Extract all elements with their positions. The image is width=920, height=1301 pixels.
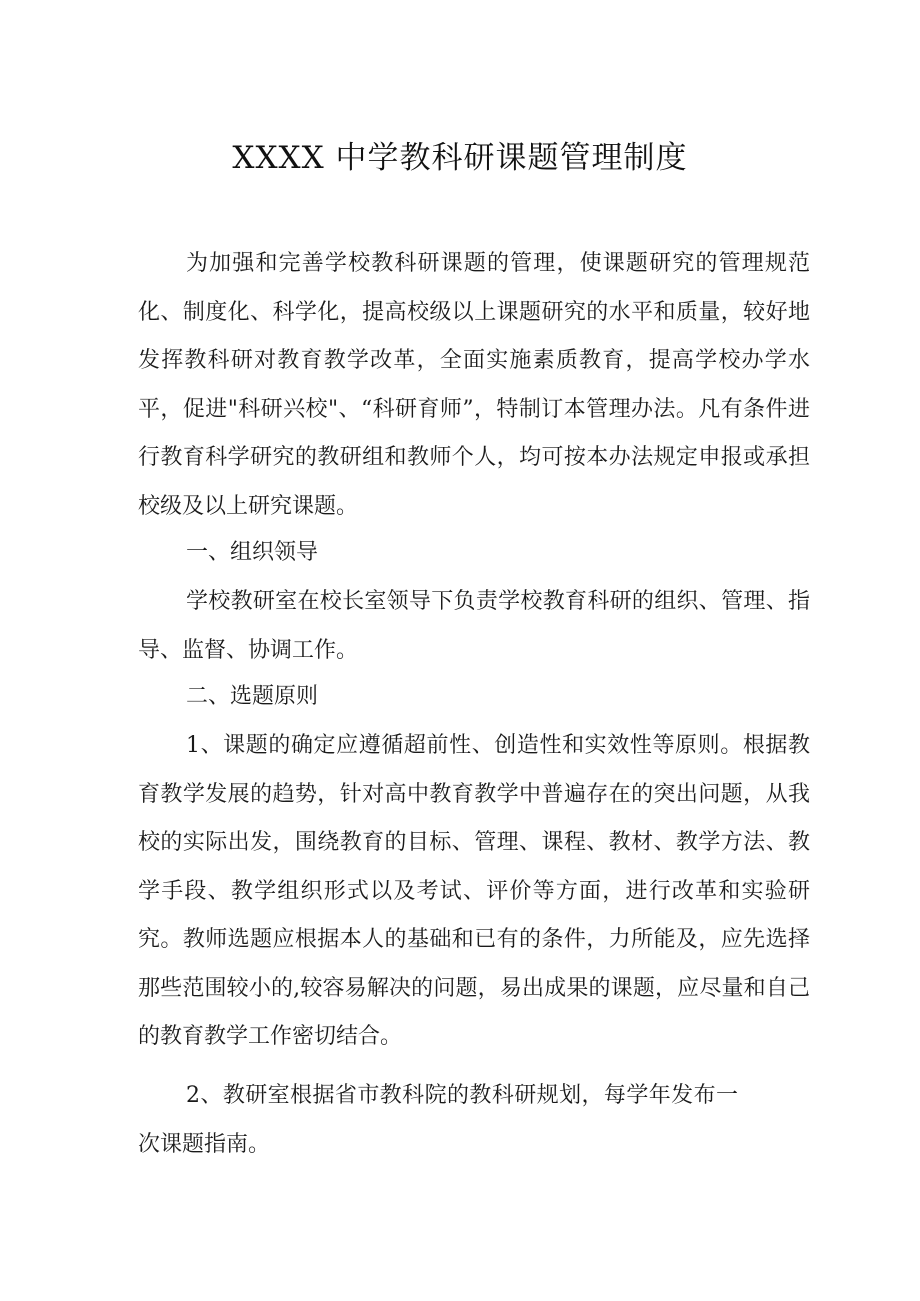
document-title: XXXX 中学教科研课题管理制度: [232, 140, 688, 176]
topic-selection-item-2: 2、教研室根据省市教科院的教科研规划，每学年发布一次课题指南。: [138, 1083, 738, 1157]
section-heading-topic-selection: 二、选题原则: [186, 684, 319, 709]
topic-selection-item-1: 1、课题的确定应遵循超前性、创造性和实效性等原则。根据教育教学发展的趋势，针对高中教育教学中普遍存在的突出问题，从我校的实际出发，围绕教育的目标、管理、课程、教材、教学方法、教学手段、教学组织形式以及考试、评价等方面，进行改革和实验研究。教师选题应根据本人的基础和已有的条件，力所能及，应先选择那些范围较小的,较容易解决的问题，易出成果的课题，应尽量和自己的教育教学工作密切结合。: [138, 733, 810, 1049]
intro-paragraph: 为加强和完善学校教科研课题的管理，使课题研究的管理规范化、制度化、科学化，提高校级以上课题研究的水平和质量，较好地发挥教科研对教育教学改革，全面实施素质教育，提高学校办学水平，促进"科研兴校"、“科研育师”，特制订本管理办法。凡有条件进行教育科学研究的教研组和教师个人，均可按本办法规定申报或承担校级及以上研究课题。: [138, 251, 810, 519]
organization-paragraph: 学校教研室在校长室领导下负责学校教育科研的组织、管理、指导、监督、协调工作。: [138, 589, 810, 663]
section-heading-organization: 一、组织领导: [186, 540, 319, 565]
